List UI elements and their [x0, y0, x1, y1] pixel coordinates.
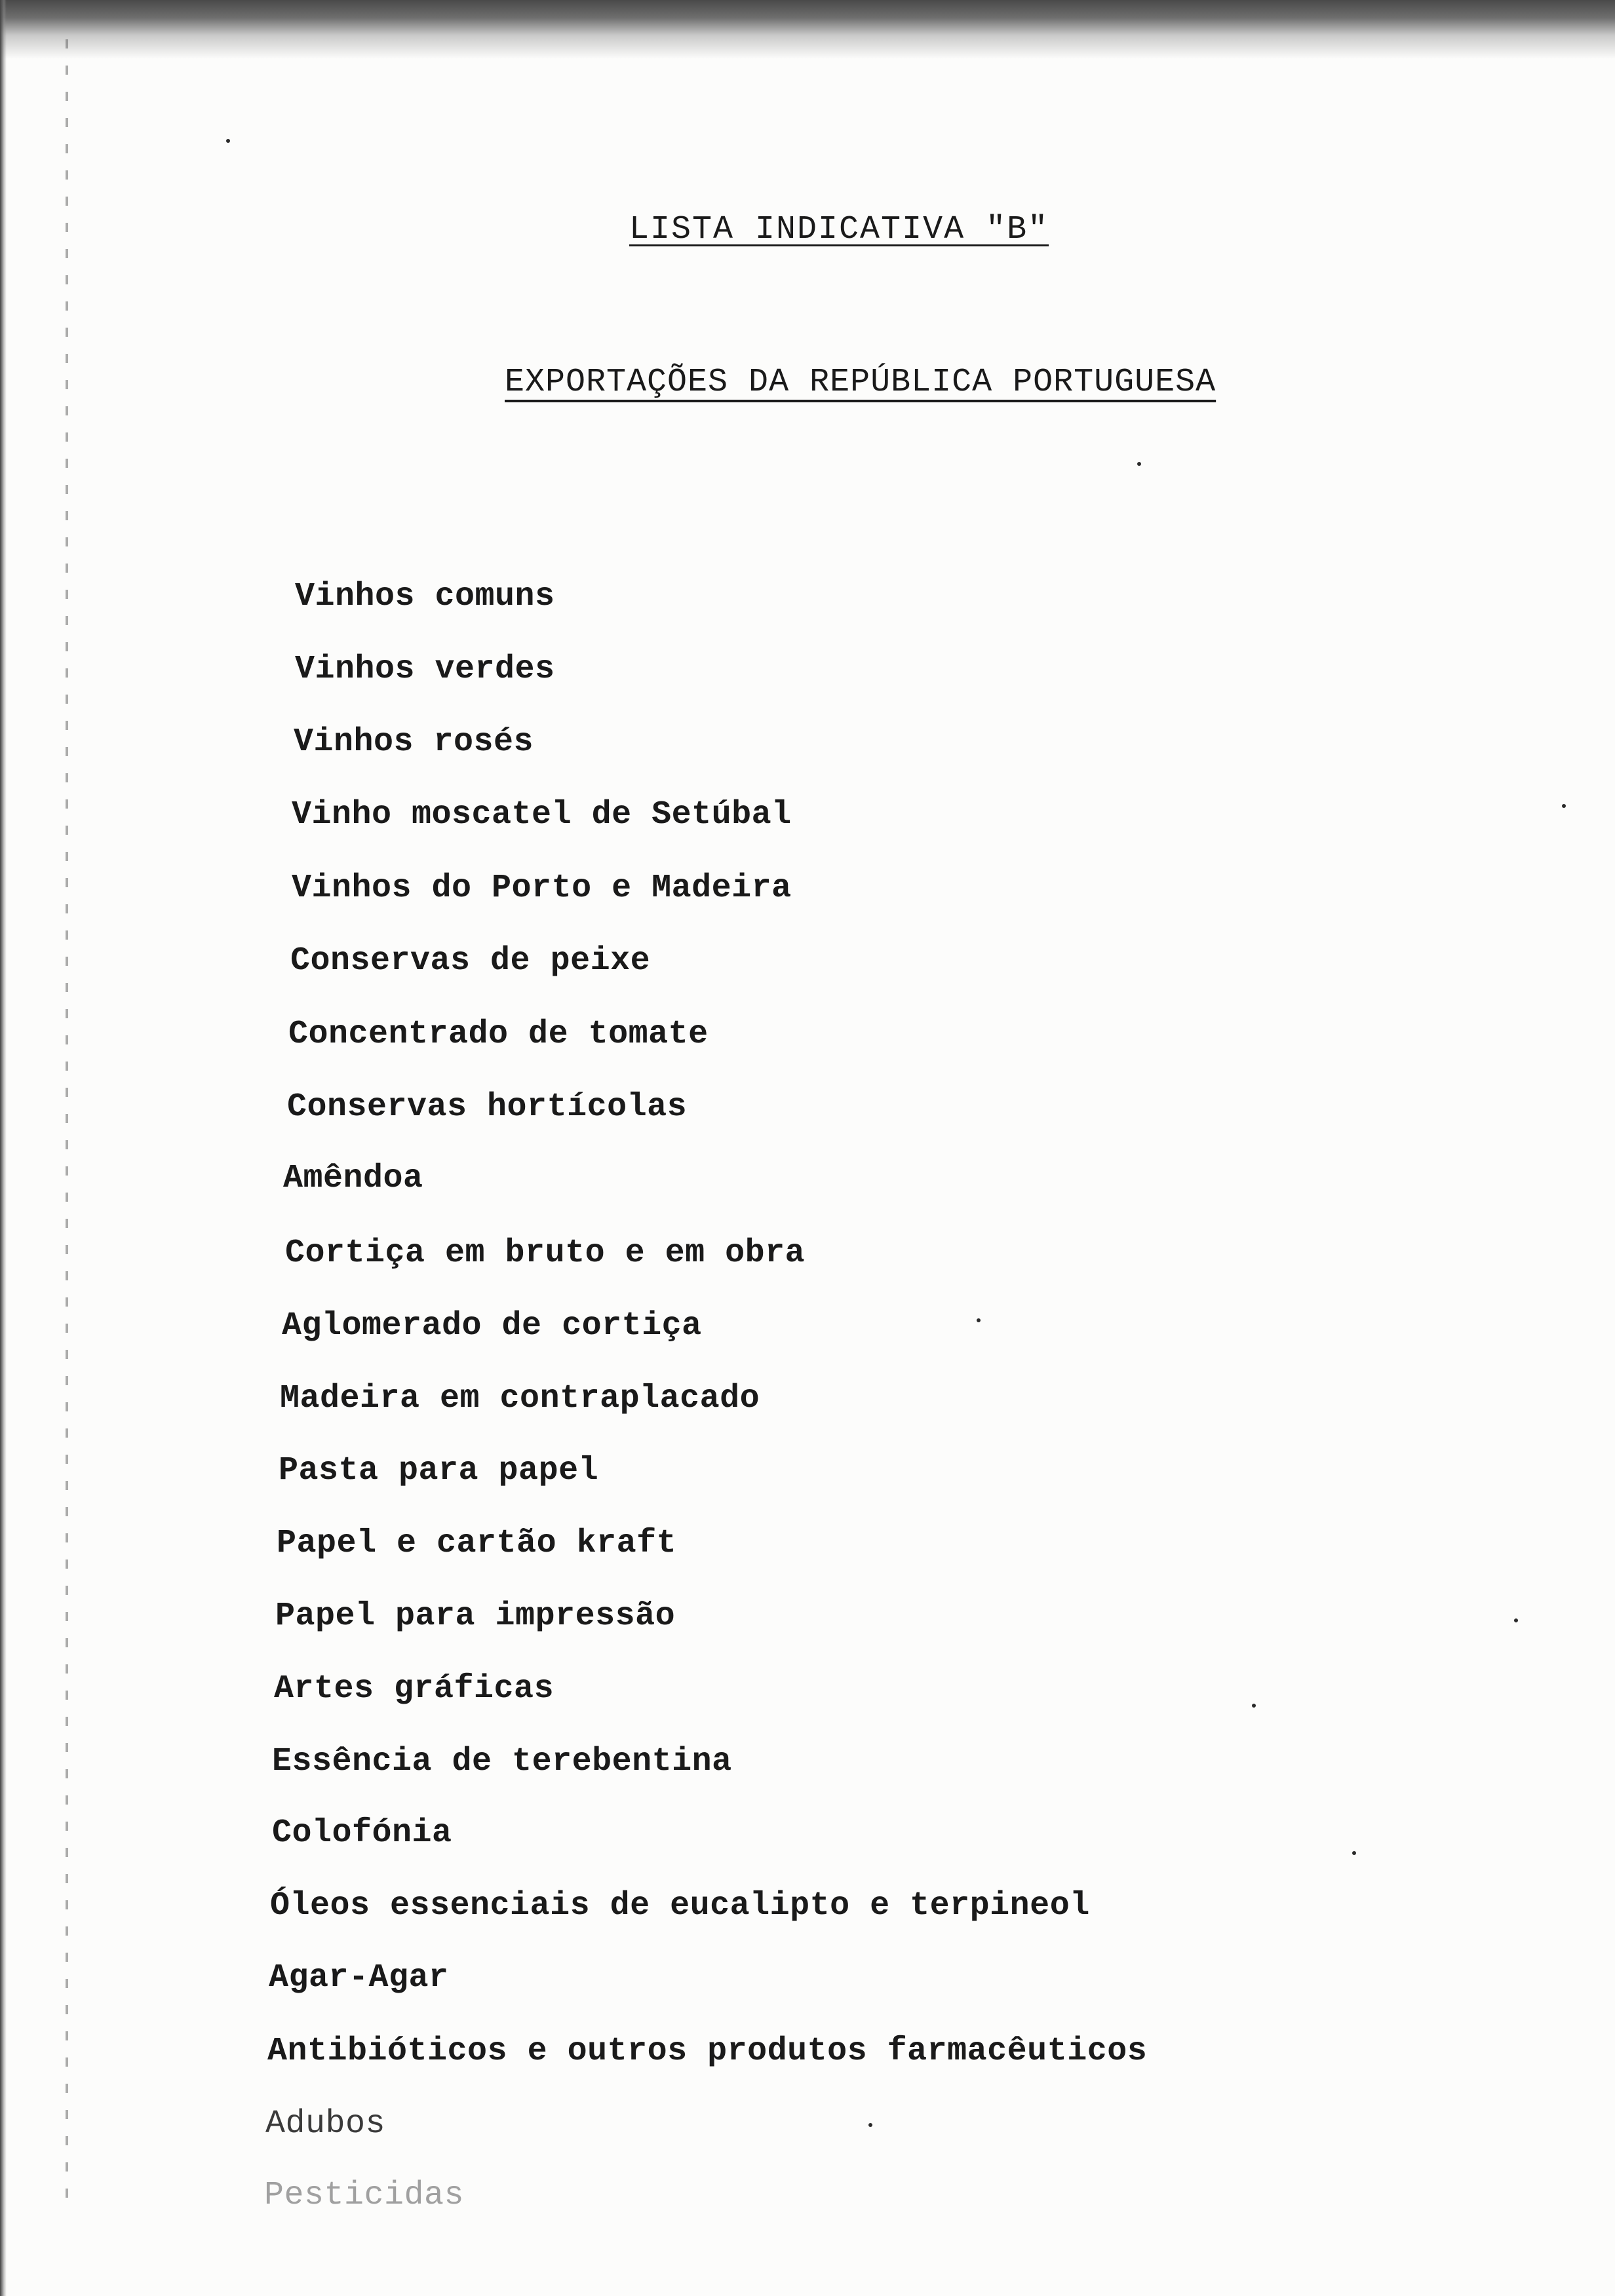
list-item: Vinho moscatel de Setúbal — [292, 796, 792, 833]
list-item: Amêndoa — [283, 1160, 423, 1197]
scan-speck — [1352, 1851, 1356, 1855]
list-item: Concentrado de tomate — [288, 1016, 709, 1053]
list-item: Colofónia — [272, 1814, 452, 1852]
scan-speck — [1514, 1618, 1518, 1622]
list-item: Essência de terebentina — [272, 1743, 732, 1780]
scan-speck — [977, 1318, 981, 1322]
scan-speck — [226, 139, 230, 143]
scan-speck — [1137, 462, 1141, 466]
list-item: Vinhos rosés — [294, 723, 534, 761]
list-item: Adubos — [265, 2105, 386, 2143]
list-item: Vinhos do Porto e Madeira — [292, 870, 792, 907]
list-item: Aglomerado de cortiça — [282, 1307, 702, 1345]
list-item: Papel para impressão — [275, 1598, 676, 1635]
scan-speck — [1252, 1704, 1256, 1708]
list-item: Artes gráficas — [274, 1670, 555, 1708]
list-item: Agar-Agar — [269, 1959, 449, 1997]
list-item: Vinhos verdes — [295, 651, 555, 688]
scan-speck — [868, 2123, 872, 2127]
list-item: Conservas de peixe — [290, 942, 651, 980]
list-item: Papel e cartão kraft — [277, 1525, 677, 1562]
document-subtitle: EXPORTAÇÕES DA REPÚBLICA PORTUGUESA — [505, 364, 1216, 401]
list-item: Vinhos comuns — [295, 578, 555, 615]
scan-edge-top — [0, 0, 1615, 59]
scan-edge-left — [0, 0, 7, 2296]
list-item: Conservas hortícolas — [287, 1088, 688, 1126]
list-item: Óleos essenciais de eucalipto e terpineol — [270, 1887, 1090, 1924]
list-item: Antibióticos e outros produtos farmacêuticos — [267, 2033, 1148, 2070]
list-item: Madeira em contraplacado — [280, 1380, 760, 1417]
scan-binding-marks — [66, 39, 68, 2202]
scan-speck — [1562, 804, 1566, 808]
list-item: Cortiça em bruto e em obra — [285, 1234, 806, 1272]
document-title: LISTA INDICATIVA "B" — [629, 211, 1049, 248]
list-item: Pesticidas — [264, 2177, 465, 2214]
list-item: Pasta para papel — [279, 1452, 599, 1489]
